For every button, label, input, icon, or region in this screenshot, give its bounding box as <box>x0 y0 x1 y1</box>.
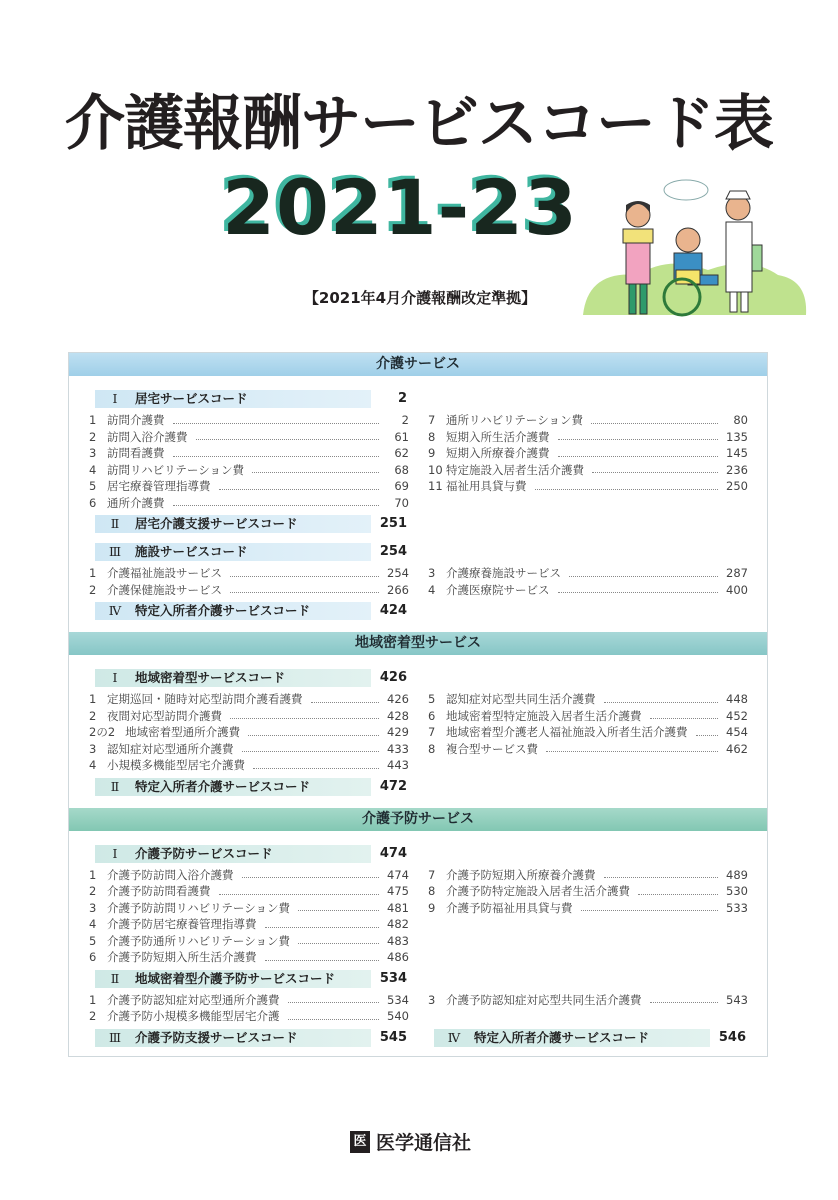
item-label: 地域密着型介護老人福祉施設入所者生活介護費 <box>446 725 688 739</box>
item-page: 145 <box>726 446 748 460</box>
dot-leader <box>230 565 379 577</box>
item-label: 訪問看護費 <box>107 446 165 460</box>
item-label: 介護予防小規模多機能型居宅介護 <box>107 1009 280 1023</box>
chapter-numeral: Ⅳ <box>447 1029 461 1045</box>
edition-years: 2021-23 <box>222 163 578 252</box>
chapter-label: 地域密着型介護予防サービスコード <box>135 970 336 986</box>
item-page: 482 <box>387 917 409 931</box>
item-page: 462 <box>726 741 748 756</box>
item-page: 474 <box>387 867 409 882</box>
item-number: 9 <box>428 446 436 460</box>
item-page: 443 <box>387 758 409 772</box>
chapter-heading[interactable] <box>95 543 371 561</box>
dot-leader <box>265 949 380 961</box>
toc-item[interactable] <box>89 867 409 884</box>
item-page: 483 <box>387 933 409 948</box>
toc-item[interactable] <box>89 708 409 725</box>
item-number: 2の2 <box>89 725 116 739</box>
section-body <box>69 376 767 632</box>
item-page: 543 <box>726 992 748 1007</box>
item-number: 6 <box>89 950 97 964</box>
item-number: 1 <box>89 692 97 706</box>
item-label: 介護予防訪問入浴介護費 <box>107 867 234 882</box>
item-page: 481 <box>387 900 409 915</box>
item-number: 3 <box>89 446 97 460</box>
dot-leader <box>546 741 718 753</box>
item-page: 540 <box>387 1009 409 1023</box>
dot-leader <box>265 916 380 928</box>
toc-item[interactable] <box>428 462 748 479</box>
dot-leader <box>298 933 379 945</box>
item-page: 135 <box>726 429 748 444</box>
toc-item[interactable] <box>89 992 409 1009</box>
item-number: 3 <box>89 900 97 915</box>
dot-leader <box>196 429 380 441</box>
toc-item[interactable] <box>428 992 748 1009</box>
item-number: 4 <box>89 758 97 772</box>
item-label: 介護療養施設サービス <box>446 566 561 580</box>
chapter-heading[interactable] <box>95 390 371 408</box>
toc-item[interactable] <box>89 900 409 917</box>
item-page: 454 <box>726 725 748 739</box>
item-page: 534 <box>387 992 409 1007</box>
publisher-mark-icon: 医 <box>350 1131 370 1153</box>
item-page: 254 <box>387 566 409 580</box>
item-label: 夜間対応型訪問介護費 <box>107 708 222 723</box>
toc-item[interactable] <box>428 582 748 599</box>
item-columns <box>69 412 767 511</box>
item-page: 250 <box>726 479 748 493</box>
item-page: 61 <box>394 429 409 444</box>
dot-leader <box>558 429 719 441</box>
item-number: 7 <box>428 725 436 739</box>
item-column-right <box>428 867 767 966</box>
item-page: 429 <box>387 725 409 739</box>
chapter-heading[interactable] <box>95 515 371 533</box>
item-label: 特定施設入居者生活介護費 <box>446 462 584 477</box>
toc-item[interactable] <box>89 916 409 933</box>
dot-leader <box>638 883 718 895</box>
chapter-heading-row <box>69 845 767 863</box>
item-label: 地域密着型通所介護費 <box>125 725 241 739</box>
publisher-logo <box>350 1128 471 1155</box>
chapter-label: 地域密着型サービスコード <box>135 670 286 685</box>
toc-item[interactable] <box>428 708 748 725</box>
chapter-page: 474 <box>379 845 407 861</box>
item-label: 介護予防短期入所療養介護費 <box>446 867 596 882</box>
item-columns <box>69 691 767 774</box>
item-number: 4 <box>89 917 97 931</box>
chapter-page: 426 <box>379 670 407 685</box>
item-number: 10 <box>428 462 443 477</box>
item-number: 7 <box>428 413 436 427</box>
toc-item[interactable] <box>89 949 409 966</box>
item-column-left <box>89 565 428 598</box>
chapter-heading-row <box>69 669 767 687</box>
chapter-heading-row <box>69 1029 767 1047</box>
chapter-numeral: Ⅱ <box>110 516 120 531</box>
item-number: 1 <box>89 867 97 882</box>
contents-section <box>69 353 767 632</box>
item-number: 8 <box>428 884 436 898</box>
section-title: 介護予防サービス <box>69 808 767 831</box>
item-number: 5 <box>89 479 97 493</box>
item-number: 6 <box>428 708 436 723</box>
item-page: 70 <box>394 495 409 510</box>
section-title: 介護サービス <box>69 353 767 376</box>
dot-leader <box>219 883 380 895</box>
dot-leader <box>650 992 719 1004</box>
item-label: 介護医療院サービス <box>446 582 550 597</box>
dot-leader <box>696 724 719 736</box>
toc-item[interactable] <box>89 412 409 429</box>
item-column-left <box>89 412 428 511</box>
item-page: 486 <box>387 950 409 964</box>
chapter-numeral: Ⅱ <box>110 778 120 794</box>
item-page: 448 <box>726 692 748 706</box>
chapter-label: 特定入所者介護サービスコード <box>135 603 311 618</box>
item-number: 8 <box>428 429 436 444</box>
item-page: 400 <box>726 582 748 597</box>
item-page: 266 <box>387 582 409 597</box>
chapter-page: 472 <box>379 778 407 794</box>
item-label: 居宅療養管理指導費 <box>107 479 211 493</box>
chapter-label: 特定入所者介護サービスコード <box>135 778 311 794</box>
dot-leader <box>252 462 379 474</box>
item-page: 475 <box>387 884 409 898</box>
dot-leader <box>569 565 718 577</box>
section-title: 地域密着型サービス <box>69 632 767 655</box>
toc-item[interactable] <box>428 478 748 495</box>
dot-leader <box>604 867 719 879</box>
item-column-left <box>89 867 428 966</box>
item-page: 236 <box>726 462 748 477</box>
chapter-page: 424 <box>379 603 407 618</box>
chapter-heading[interactable] <box>95 669 371 687</box>
toc-item[interactable] <box>428 445 748 462</box>
item-number: 9 <box>428 900 436 915</box>
toc-item[interactable] <box>89 565 409 582</box>
contents-section <box>69 632 767 808</box>
toc-item[interactable] <box>89 445 409 462</box>
dot-leader <box>219 478 380 490</box>
item-column-left <box>89 691 428 774</box>
chapter-label: 施設サービスコード <box>135 544 248 559</box>
chapter-numeral: Ⅳ <box>108 603 122 618</box>
item-label: 短期入所生活介護費 <box>446 429 550 444</box>
toc-item[interactable] <box>89 478 409 495</box>
dot-leader <box>650 708 719 720</box>
item-number: 4 <box>89 462 97 477</box>
chapter-heading[interactable] <box>95 1029 371 1047</box>
dot-leader <box>288 992 380 1004</box>
dot-leader <box>311 691 380 703</box>
item-label: 小規模多機能型居宅介護費 <box>107 758 245 772</box>
dot-leader <box>253 757 379 769</box>
dot-leader <box>591 412 718 424</box>
toc-item[interactable] <box>89 582 409 599</box>
chapter-numeral: Ⅰ <box>112 391 118 406</box>
chapter-label: 介護予防サービスコード <box>135 845 273 861</box>
item-label: 介護福祉施設サービス <box>107 566 222 580</box>
toc-item[interactable] <box>89 429 409 446</box>
toc-item[interactable] <box>428 429 748 446</box>
item-label: 複合型サービス費 <box>446 741 538 756</box>
chapter-label: 居宅サービスコード <box>135 391 248 406</box>
item-label: 介護予防訪問リハビリテーション費 <box>107 900 290 915</box>
chapter-heading[interactable] <box>95 778 371 796</box>
item-label: 定期巡回・随時対応型訪問介護看護費 <box>107 692 303 706</box>
dot-leader <box>173 495 380 507</box>
chapter-label: 居宅介護支援サービスコード <box>135 516 298 531</box>
toc-item[interactable] <box>428 565 748 582</box>
item-number: 7 <box>428 867 436 882</box>
item-label: 短期入所療養介護費 <box>446 446 550 460</box>
item-columns <box>69 992 767 1025</box>
item-number: 2 <box>89 708 97 723</box>
book-title: 介護報酬サービスコード表 <box>65 89 773 159</box>
item-number: 4 <box>428 582 436 597</box>
item-number: 3 <box>89 741 97 756</box>
chapter-numeral: Ⅰ <box>112 845 118 861</box>
item-number: 2 <box>89 1009 97 1023</box>
chapter-page: 546 <box>718 1029 746 1045</box>
item-label: 訪問介護費 <box>107 413 165 427</box>
item-number: 1 <box>89 992 97 1007</box>
chapter-heading-row <box>69 543 767 561</box>
item-number: 2 <box>89 582 97 597</box>
item-label: 介護予防居宅療養管理指導費 <box>107 917 257 931</box>
chapter-heading-row <box>69 515 767 533</box>
chapter-numeral: Ⅲ <box>108 1029 122 1045</box>
item-page: 68 <box>394 462 409 477</box>
item-label: 介護予防通所リハビリテーション費 <box>107 933 290 948</box>
revision-note: 【2021年4月介護報酬改定準拠】 <box>303 289 537 307</box>
toc-item[interactable] <box>428 867 748 884</box>
item-label: 訪問入浴介護費 <box>107 429 188 444</box>
toc-item[interactable] <box>89 757 409 774</box>
chapter-numeral: Ⅱ <box>110 970 120 986</box>
section-body <box>69 831 767 1059</box>
chapter-heading-row <box>69 970 767 988</box>
item-number: 1 <box>89 413 97 427</box>
item-label: 地域密着型特定施設入居者生活介護費 <box>446 708 642 723</box>
item-label: 訪問リハビリテーション費 <box>107 462 244 477</box>
item-page: 69 <box>394 479 409 493</box>
dot-leader <box>288 1008 380 1020</box>
dot-leader <box>173 412 380 424</box>
item-number: 8 <box>428 741 436 756</box>
item-column-right <box>428 992 767 1025</box>
toc-item[interactable] <box>89 933 409 950</box>
toc-item[interactable] <box>428 741 748 758</box>
publisher-name: 医学通信社 <box>376 1132 472 1154</box>
item-page: 533 <box>726 900 748 915</box>
item-number: 3 <box>428 566 436 580</box>
dot-leader <box>173 445 380 457</box>
item-label: 福祉用具貸与費 <box>446 479 527 493</box>
item-label: 介護予防福祉用具貸与費 <box>446 900 573 915</box>
chapter-page: 254 <box>379 544 407 559</box>
chapter-heading[interactable] <box>95 602 371 620</box>
item-number: 11 <box>428 479 443 493</box>
item-page: 287 <box>726 566 748 580</box>
caregivers-illustration <box>578 175 808 325</box>
item-label: 認知症対応型共同生活介護費 <box>446 692 596 706</box>
item-page: 489 <box>726 867 748 882</box>
item-page: 530 <box>726 884 748 898</box>
item-page: 433 <box>387 741 409 756</box>
item-page: 428 <box>387 708 409 723</box>
item-label: 認知症対応型通所介護費 <box>107 741 234 756</box>
chapter-page: 251 <box>379 516 407 531</box>
cloud <box>664 180 708 200</box>
chapter-numeral: Ⅲ <box>108 544 122 559</box>
dot-leader <box>242 867 380 879</box>
dot-leader <box>604 691 719 703</box>
dot-leader <box>558 582 719 594</box>
dot-leader <box>248 724 379 736</box>
toc-item[interactable] <box>89 724 409 741</box>
item-column-left <box>89 992 428 1025</box>
toc-item[interactable] <box>428 883 748 900</box>
item-column-right <box>428 412 767 511</box>
item-label: 介護予防特定施設入居者生活介護費 <box>446 884 630 898</box>
toc-item[interactable] <box>428 900 748 917</box>
chapter-heading-row <box>69 390 767 408</box>
item-label: 介護予防訪問看護費 <box>107 884 211 898</box>
item-page: 62 <box>394 446 409 460</box>
toc-item[interactable] <box>89 462 409 479</box>
item-number: 3 <box>428 992 436 1007</box>
dot-leader <box>535 478 719 490</box>
item-label: 介護予防認知症対応型通所介護費 <box>107 992 280 1007</box>
toc-item[interactable] <box>428 412 748 429</box>
chapter-label: 介護予防支援サービスコード <box>135 1029 298 1045</box>
item-column-right <box>428 565 767 598</box>
toc-item[interactable] <box>89 691 409 708</box>
chapter-heading[interactable] <box>95 970 371 988</box>
item-label: 介護予防短期入所生活介護費 <box>107 950 257 964</box>
contents-panel <box>68 352 768 1057</box>
chapter-page: 2 <box>397 391 407 406</box>
item-number: 5 <box>428 692 436 706</box>
item-label: 介護予防認知症対応型共同生活介護費 <box>446 992 642 1007</box>
toc-item[interactable] <box>89 1008 409 1025</box>
dot-leader <box>242 741 380 753</box>
item-number: 2 <box>89 429 97 444</box>
item-label: 通所介護費 <box>107 495 165 510</box>
item-page: 2 <box>401 413 409 427</box>
item-columns <box>69 867 767 966</box>
toc-item[interactable] <box>89 883 409 900</box>
dot-leader <box>230 708 379 720</box>
chapter-page: 534 <box>379 970 407 986</box>
item-page: 426 <box>387 692 409 706</box>
dot-leader <box>230 582 379 594</box>
chapter-label: 特定入所者介護サービスコード <box>474 1029 650 1045</box>
item-page: 80 <box>733 413 748 427</box>
chapter-heading[interactable] <box>434 1029 710 1047</box>
dot-leader <box>581 900 719 912</box>
chapter-numeral: Ⅰ <box>112 670 118 685</box>
toc-item[interactable] <box>89 495 409 512</box>
toc-item[interactable] <box>89 741 409 758</box>
item-number: 5 <box>89 933 97 948</box>
toc-item[interactable] <box>428 724 748 741</box>
chapter-heading-row <box>69 602 767 620</box>
toc-item[interactable] <box>428 691 748 708</box>
contents-section <box>69 808 767 1059</box>
item-number: 2 <box>89 884 97 898</box>
item-number: 6 <box>89 495 97 510</box>
dot-leader <box>592 462 718 474</box>
item-column-right <box>428 691 767 774</box>
item-columns <box>69 565 767 598</box>
chapter-page: 545 <box>379 1029 407 1045</box>
dot-leader <box>558 445 719 457</box>
item-label: 通所リハビリテーション費 <box>446 413 583 427</box>
item-label: 介護保健施設サービス <box>107 582 222 597</box>
chapter-heading[interactable] <box>95 845 371 863</box>
item-number: 1 <box>89 566 97 580</box>
section-body <box>69 655 767 808</box>
chapter-heading-row <box>69 778 767 796</box>
dot-leader <box>298 900 379 912</box>
item-page: 452 <box>726 708 748 723</box>
